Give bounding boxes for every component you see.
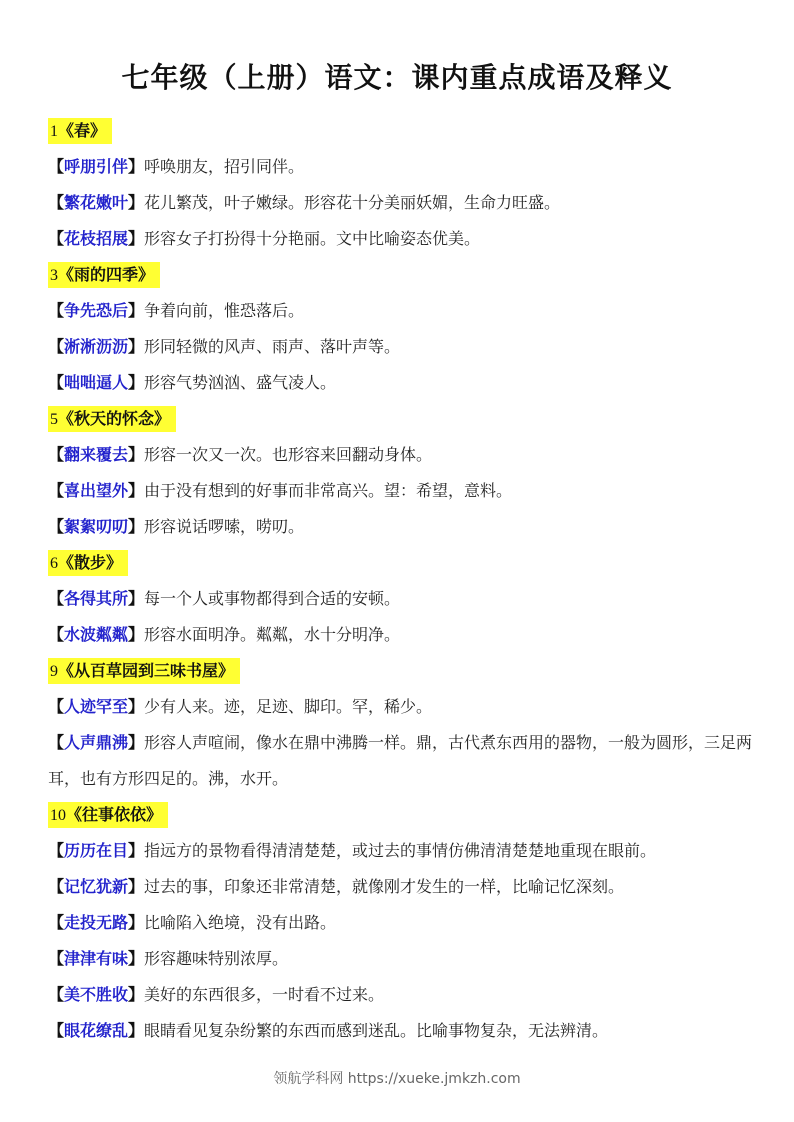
lesson-number: 5 [50, 411, 58, 428]
idiom-term: 繁花嫩叶 [64, 193, 129, 212]
lesson-number: 10 [50, 807, 66, 824]
idiom-entry [48, 329, 758, 365]
bracket-close: 】 [128, 1021, 145, 1040]
idiom-entry [48, 689, 758, 725]
idiom-definition: 每一个人或事物都得到合适的安顿。 [144, 589, 401, 608]
bracket-close: 】 [128, 157, 145, 176]
idiom-entry [48, 617, 758, 653]
bracket-close: 】 [128, 913, 145, 932]
idiom-entry [48, 509, 758, 545]
bracket-open: 【 [48, 985, 65, 1004]
idiom-term: 人声鼎沸 [64, 733, 129, 752]
bracket-close: 】 [128, 589, 145, 608]
idiom-definition: 形容人声喧闹，像水在鼎中沸腾一样。鼎，古代煮东西用的器物，一般为圆形，三足两耳，也有方形四足的。沸，水开。 [48, 733, 753, 788]
bracket-close: 】 [128, 301, 145, 320]
bracket-open: 【 [48, 625, 65, 644]
idiom-term: 人迹罕至 [64, 697, 129, 716]
bracket-open: 【 [48, 913, 65, 932]
bracket-open: 【 [48, 517, 65, 536]
idiom-entry [48, 977, 758, 1013]
lesson-section [48, 653, 758, 797]
lesson-section [48, 797, 758, 1049]
idiom-definition: 形同轻微的风声、雨声、落叶声等。 [144, 337, 401, 356]
bracket-close: 】 [128, 373, 145, 392]
lesson-section [48, 257, 758, 401]
bracket-open: 【 [48, 445, 65, 464]
idiom-entry [48, 581, 758, 617]
idiom-entry [48, 437, 758, 473]
bracket-close: 】 [128, 625, 145, 644]
lesson-title: 《往事依依》 [66, 805, 163, 824]
bracket-open: 【 [48, 949, 65, 968]
idiom-term: 走投无路 [64, 913, 129, 932]
idiom-definition: 眼睛看见复杂纷繁的东西而感到迷乱。比喻事物复杂，无法辨清。 [144, 1021, 609, 1040]
idiom-term: 各得其所 [64, 589, 129, 608]
bracket-close: 】 [128, 697, 145, 716]
idiom-term: 津津有味 [64, 949, 129, 968]
lesson-heading [48, 658, 240, 684]
lesson-title: 《从百草园到三味书屋》 [58, 661, 235, 680]
idiom-definition: 形容气势汹汹、盛气凌人。 [144, 373, 337, 392]
bracket-close: 】 [128, 733, 145, 752]
idiom-definition: 形容一次又一次。也形容来回翻动身体。 [144, 445, 433, 464]
lesson-section [48, 401, 758, 545]
lesson-title: 《秋天的怀念》 [58, 409, 171, 428]
idiom-term: 记忆犹新 [64, 877, 129, 896]
idiom-entry [48, 185, 758, 221]
idiom-term: 争先恐后 [64, 301, 129, 320]
idiom-entry [48, 293, 758, 329]
idiom-definition: 比喻陷入绝境，没有出路。 [144, 913, 337, 932]
lesson-heading [48, 262, 160, 288]
bracket-close: 】 [128, 481, 145, 500]
idiom-entry [48, 869, 758, 905]
lesson-section [48, 113, 758, 257]
idiom-entry [48, 833, 758, 869]
idiom-definition: 形容水面明净。粼粼，水十分明净。 [144, 625, 401, 644]
bracket-open: 【 [48, 229, 65, 248]
idiom-definition: 少有人来。迹，足迹、脚印。罕，稀少。 [144, 697, 433, 716]
bracket-close: 】 [128, 877, 145, 896]
bracket-open: 【 [48, 697, 65, 716]
lesson-title: 《春》 [58, 121, 107, 140]
bracket-open: 【 [48, 733, 65, 752]
idiom-term: 呼朋引伴 [64, 157, 129, 176]
idiom-term: 花枝招展 [64, 229, 129, 248]
lesson-number: 1 [50, 123, 58, 140]
bracket-open: 【 [48, 877, 65, 896]
idiom-term: 絮絮叨叨 [64, 517, 129, 536]
bracket-open: 【 [48, 193, 65, 212]
bracket-open: 【 [48, 337, 65, 356]
bracket-open: 【 [48, 481, 65, 500]
lesson-title: 《散步》 [58, 553, 123, 572]
bracket-close: 】 [128, 337, 145, 356]
idiom-term: 咄咄逼人 [64, 373, 129, 392]
idiom-term: 眼花缭乱 [64, 1021, 129, 1040]
lesson-heading [48, 406, 176, 432]
idiom-term: 美不胜收 [64, 985, 129, 1004]
lesson-section [48, 545, 758, 653]
idiom-definition: 形容说话啰嗦，唠叨。 [144, 517, 305, 536]
idiom-definition: 花儿繁茂，叶子嫩绿。形容花十分美丽妖媚，生命力旺盛。 [144, 193, 561, 212]
idiom-definition: 呼唤朋友，招引同伴。 [144, 157, 305, 176]
bracket-open: 【 [48, 301, 65, 320]
idiom-term: 历历在目 [64, 841, 129, 860]
bracket-close: 】 [128, 229, 145, 248]
idiom-term: 翻来覆去 [64, 445, 129, 464]
lesson-number: 3 [50, 267, 58, 284]
footer-watermark: 领航学科网 https://xueke.jmkzh.com [273, 1071, 521, 1087]
bracket-close: 】 [128, 985, 145, 1004]
idiom-definition: 由于没有想到的好事而非常高兴。望：希望，意料。 [144, 481, 513, 500]
idiom-term: 水波粼粼 [64, 625, 129, 644]
bracket-close: 】 [128, 517, 145, 536]
page-title: 七年级（上册）语文：课内重点成语及释义 [121, 61, 673, 94]
idiom-entry [48, 365, 758, 401]
lesson-heading [48, 550, 128, 576]
lesson-number: 6 [50, 555, 58, 572]
lesson-heading [48, 802, 168, 828]
bracket-open: 【 [48, 157, 65, 176]
idiom-definition: 形容女子打扮得十分艳丽。文中比喻姿态优美。 [144, 229, 481, 248]
idiom-entry [48, 1013, 758, 1049]
idiom-definition: 指远方的景物看得清清楚楚，或过去的事情仿佛清清楚楚地重现在眼前。 [144, 841, 657, 860]
idiom-definition: 美好的东西很多，一时看不过来。 [144, 985, 385, 1004]
lesson-title: 《雨的四季》 [58, 265, 155, 284]
idiom-term: 喜出望外 [64, 481, 129, 500]
idiom-term: 淅淅沥沥 [64, 337, 129, 356]
idiom-entry [48, 473, 758, 509]
content-area [48, 113, 758, 1049]
bracket-open: 【 [48, 373, 65, 392]
idiom-entry [48, 725, 758, 797]
bracket-open: 【 [48, 589, 65, 608]
bracket-close: 】 [128, 445, 145, 464]
lesson-heading [48, 118, 112, 144]
bracket-close: 】 [128, 193, 145, 212]
idiom-entry [48, 905, 758, 941]
idiom-entry [48, 941, 758, 977]
idiom-definition: 争着向前，惟恐落后。 [144, 301, 305, 320]
bracket-open: 【 [48, 841, 65, 860]
bracket-close: 】 [128, 949, 145, 968]
idiom-definition: 形容趣味特别浓厚。 [144, 949, 289, 968]
lesson-number: 9 [50, 663, 58, 680]
bracket-close: 】 [128, 841, 145, 860]
bracket-open: 【 [48, 1021, 65, 1040]
idiom-definition: 过去的事，印象还非常清楚，就像刚才发生的一样，比喻记忆深刻。 [144, 877, 625, 896]
idiom-entry [48, 149, 758, 185]
idiom-entry [48, 221, 758, 257]
